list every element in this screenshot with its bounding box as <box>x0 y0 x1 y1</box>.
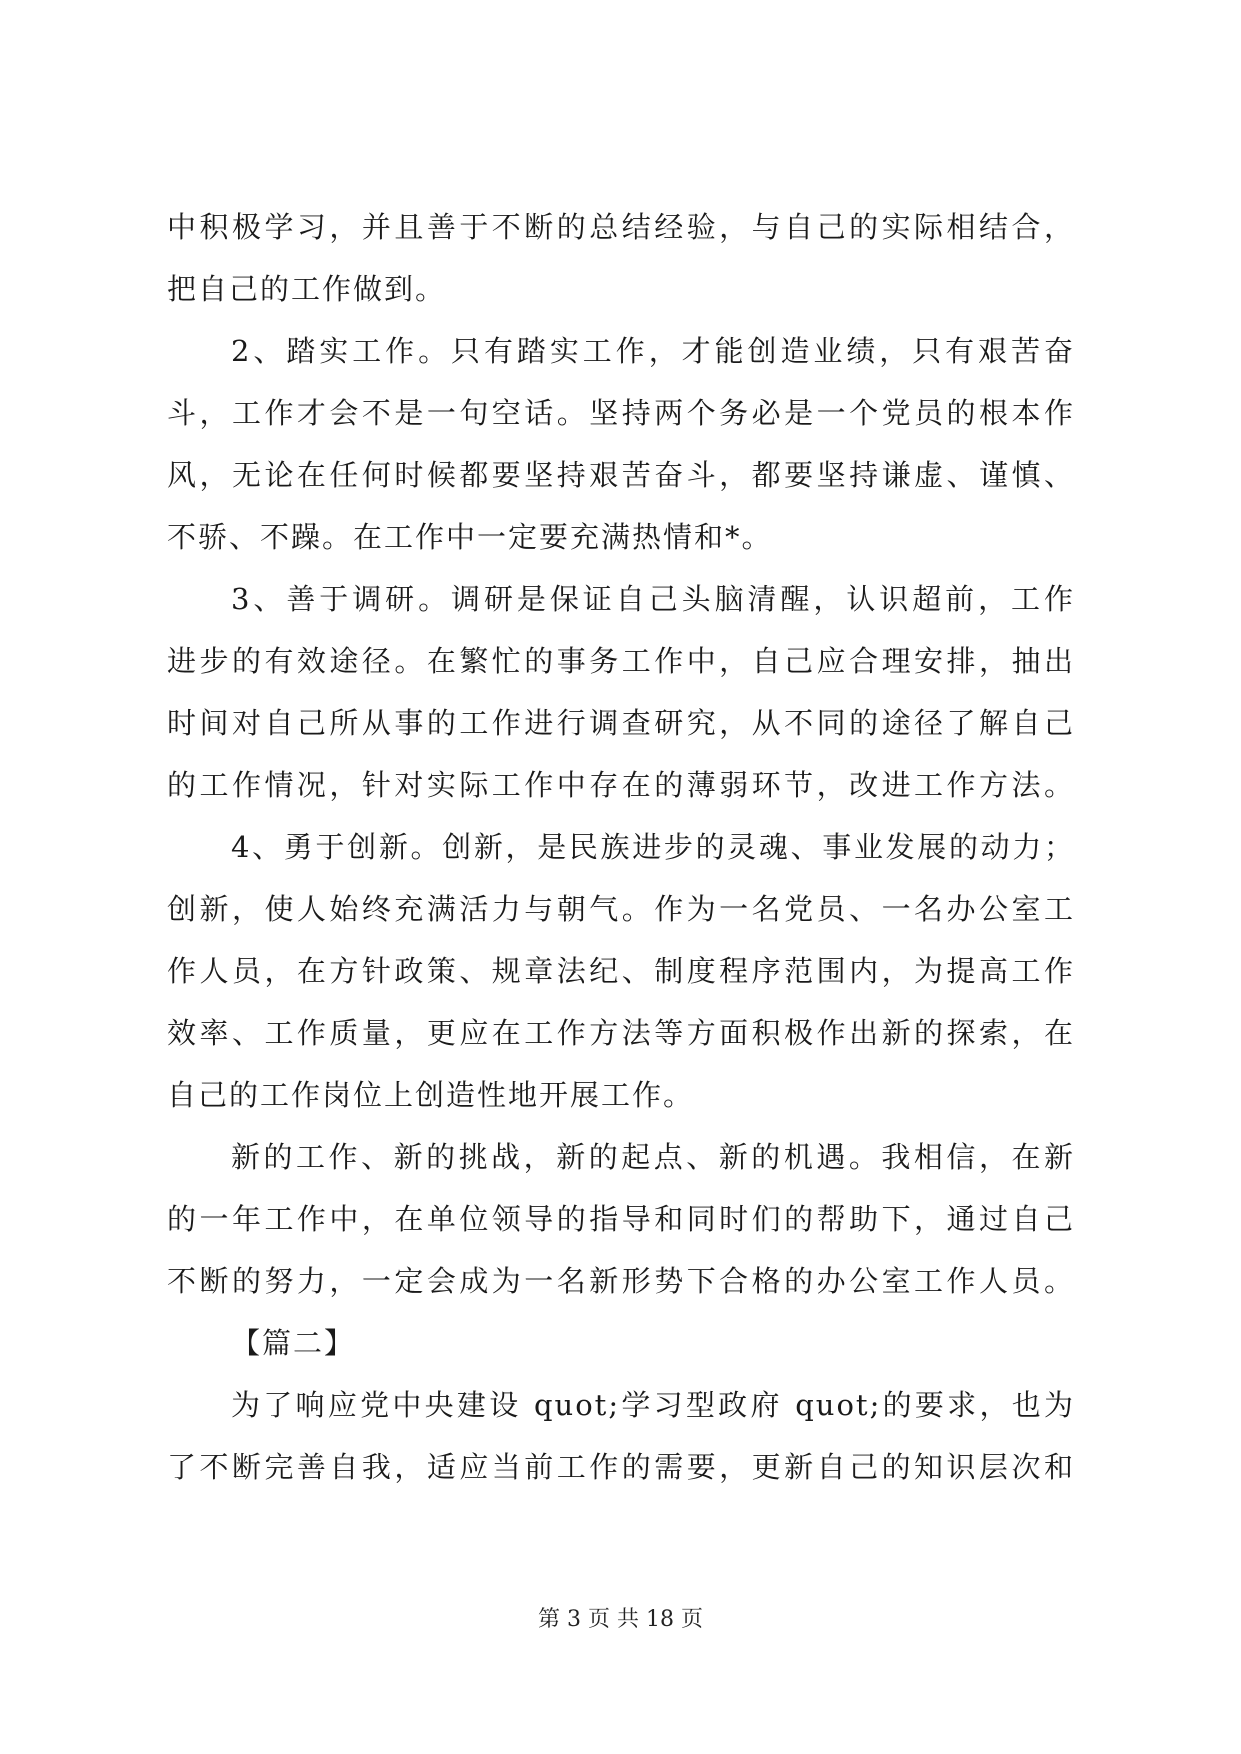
document-body <box>167 196 1075 1498</box>
text-line: 创新，使人始终充满活力与朝气。作为一名党员、一名办公室工 <box>167 892 1075 926</box>
text-line: 的工作情况，针对实际工作中存在的薄弱环节，改进工作方法。 <box>167 768 1075 802</box>
text-line: 【篇二】 <box>231 1326 356 1360</box>
text-line: 效率、工作质量，更应在工作方法等方面积极作出新的探索，在 <box>167 1016 1075 1050</box>
page-footer: 第 3 页 共 18 页 <box>538 1607 703 1632</box>
text-line: 3、善于调研。调研是保证自己头脑清醒，认识超前，工作 <box>231 582 1075 616</box>
text-line: 新的工作、新的挑战，新的起点、新的机遇。我相信，在新 <box>231 1140 1075 1174</box>
text-line: 作人员，在方针政策、规章法纪、制度程序范围内，为提高工作 <box>167 954 1075 988</box>
text-line: 为了响应党中央建设 quot;学习型政府 quot;的要求，也为 <box>231 1388 1075 1422</box>
text-line: 不骄、不躁。在工作中一定要充满热情和*。 <box>167 520 773 554</box>
text-line: 进步的有效途径。在繁忙的事务工作中，自己应合理安排，抽出 <box>167 644 1075 678</box>
text-line: 斗，工作才会不是一句空话。坚持两个务必是一个党员的根本作 <box>167 396 1075 430</box>
text-line: 自己的工作岗位上创造性地开展工作。 <box>167 1078 695 1112</box>
text-line: 了不断完善自我，适应当前工作的需要，更新自己的知识层次和 <box>167 1450 1075 1484</box>
text-line: 4、勇于创新。创新，是民族进步的灵魂、事业发展的动力； <box>231 830 1075 864</box>
text-line: 中积极学习，并且善于不断的总结经验，与自己的实际相结合， <box>167 210 1075 244</box>
text-line: 不断的努力，一定会成为一名新形势下合格的办公室工作人员。 <box>167 1264 1075 1298</box>
text-line: 风，无论在任何时候都要坚持艰苦奋斗，都要坚持谦虚、谨慎、 <box>167 458 1075 492</box>
text-line: 时间对自己所从事的工作进行调查研究，从不同的途径了解自己 <box>167 706 1075 740</box>
text-line: 的一年工作中，在单位领导的指导和同时们的帮助下，通过自己 <box>167 1202 1075 1236</box>
text-line: 2、踏实工作。只有踏实工作，才能创造业绩，只有艰苦奋 <box>231 334 1075 368</box>
text-line: 把自己的工作做到。 <box>167 272 447 306</box>
